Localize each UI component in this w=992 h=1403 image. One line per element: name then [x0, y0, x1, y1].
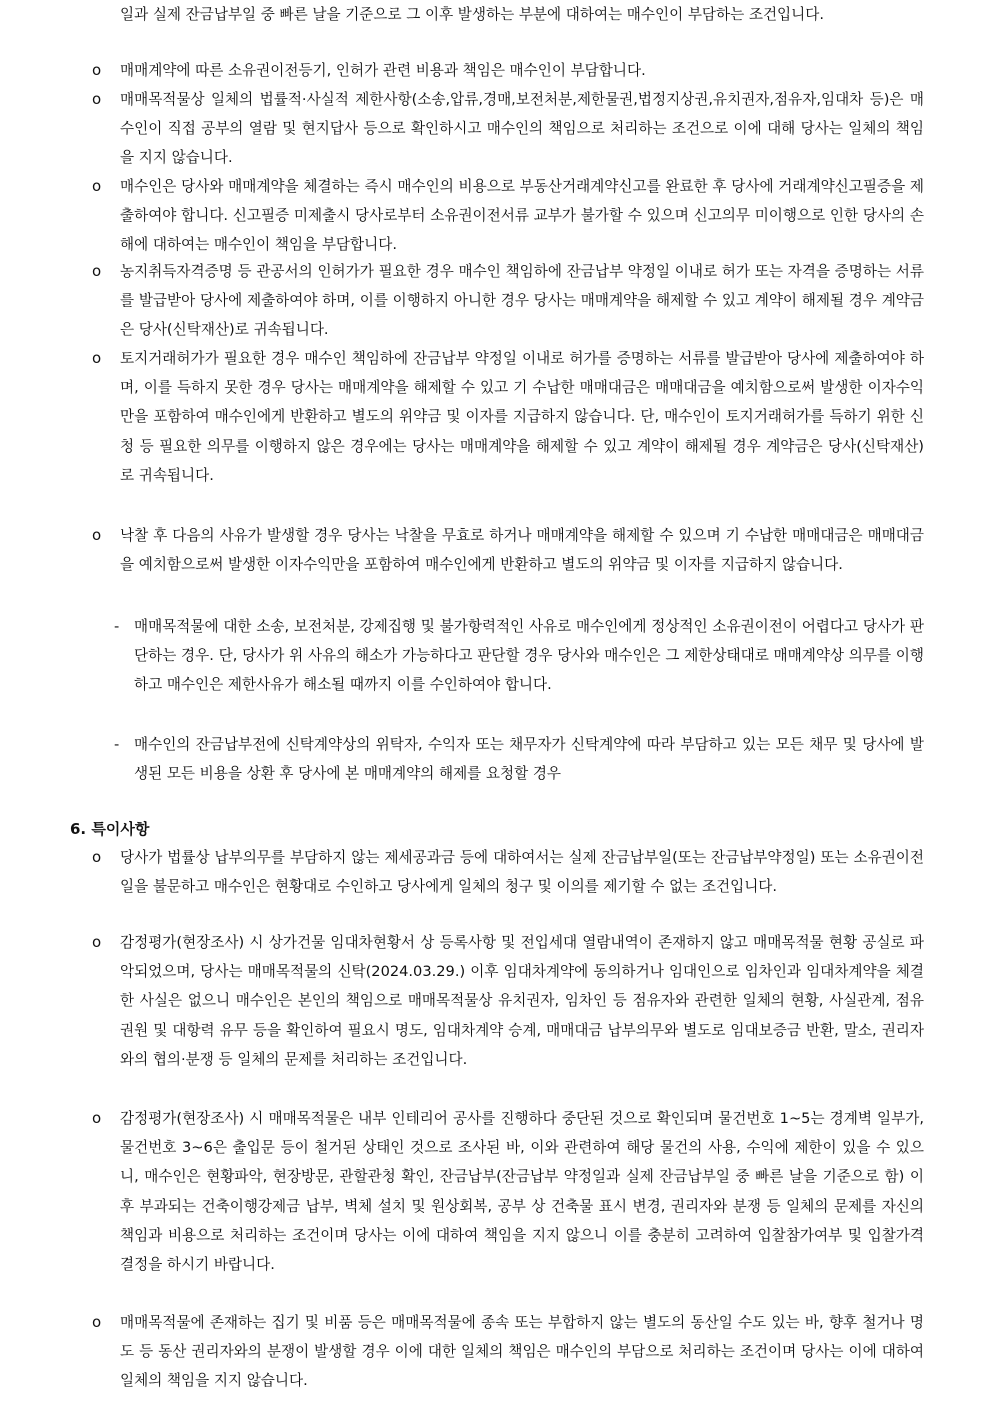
sub-list-item: - 매매목적물에 대한 소송, 보전처분, 강제집행 및 불가항력적인 사유로 매수인에게 정상적인 소유권이전이 어렵다고 당사가 판단하는 경우. 단, 당사가 위 사유의 해소가 가능하다고 판단할 경우 당사와 매수인은 그 제한상태대로 매매계약상 의무를 이행하고 매수인은 제한사유가 해소될 때까지 이를 수인하여야 합니다.: [114, 612, 924, 700]
sub-list-item: - 매수인의 잔금납부전에 신탁계약상의 위탁자, 수익자 또는 채무자가 신탁계약에 따라 부담하고 있는 모든 채무 및 당사에 발생된 모든 비용을 상환 후 당사에 본 매매계약의 해제를 요청할 경우: [114, 730, 924, 788]
bullet-icon: o: [92, 90, 102, 108]
bullet-icon: o: [92, 848, 102, 866]
bullet-icon: o: [92, 349, 102, 367]
continuation-paragraph: 일과 실제 잔금납부일 중 빠른 날을 기준으로 그 이후 발생하는 부분에 대하여는 매수인이 부담하는 조건입니다.: [120, 6, 824, 23]
bullet-icon: o: [92, 1109, 102, 1127]
bullet-icon: o: [92, 61, 102, 79]
bullet-icon: o: [92, 262, 102, 280]
list-item: o 당사가 법률상 납부의무를 부담하지 않는 제세공과금 등에 대하여서는 실제 잔금납부일(또는 잔금납부약정일) 또는 소유권이전일을 불문하고 매수인은 현황대로 수인하고 당사에게 일체의 청구 및 이의를 제기할 수 없는 조건입니다.: [92, 843, 924, 901]
list-item: o 감정평가(현장조사) 시 상가건물 임대차현황서 상 등록사항 및 전입세대 열람내역이 존재하지 않고 매매목적물 현황 공실로 파악되었으며, 당사는 매매목적물의 신탁(2024.03.29.) 이후 임대차계약에 동의하거나 임대인으로 임차인과 임대차계약을 체결한 사실은 없으니 매수인은 본인의 책임으로 매매목적물상 유치권자, 임차인 등 점유자와 관련한 일체의 현황, 사실관계, 점유 권원 및 대항력 유무 등을 확인하여 필요시 명도, 임대차계약 승계, 매매대금 납부의무와 별도로 임대보증금 반환, 말소, 권리자와의 협의·분쟁 등 일체의 문제를 처리하는 조건입니다.: [92, 928, 924, 1074]
bullet-icon: o: [92, 526, 102, 544]
bullet-icon: o: [92, 1313, 102, 1331]
bullet-icon: o: [92, 177, 102, 195]
list-item: o 토지거래허가가 필요한 경우 매수인 책임하에 잔금납부 약정일 이내로 허가를 증명하는 서류를 발급받아 당사에 제출하여야 하며, 이를 득하지 못한 경우 당사는 매매계약을 해제할 수 있고 기 수납한 매매대금은 매매대금을 예치함으로써 발생한 이자수익만을 포함하여 매수인에게 반환하고 별도의 위약금 및 이자를 지급하지 않습니다. 단, 매수인이 토지거래허가를 득하기 위한 신청 등 필요한 의무를 이행하지 않은 경우에는 당사는 매매계약을 해제할 수 있고 계약이 해제될 경우 계약금은 당사(신탁재산)로 귀속됩니다.: [92, 344, 924, 490]
list-item: o 매매계약에 따른 소유권이전등기, 인허가 관련 비용과 책임은 매수인이 부담합니다.: [92, 56, 924, 85]
list-item: o 매매목적물상 일체의 법률적·사실적 제한사항(소송,압류,경매,보전처분,제한물권,법정지상권,유치권자,점유자,임대차 등)은 매수인이 직접 공부의 열람 및 현지답사 등으로 확인하시고 매수인의 책임으로 처리하는 조건으로 이에 대해 당사는 일체의 책임을 지지 않습니다.: [92, 85, 924, 173]
dash-icon: -: [114, 618, 120, 635]
section-heading: 6. 특이사항: [70, 820, 150, 838]
list-item: o 농지취득자격증명 등 관공서의 인허가가 필요한 경우 매수인 책임하에 잔금납부 약정일 이내로 허가 또는 자격을 증명하는 서류를 발급받아 당사에 제출하여야 하며, 이를 이행하지 아니한 경우 당사는 매매계약을 해제할 수 있고 계약이 해제될 경우 계약금은 당사(신탁재산)로 귀속됩니다.: [92, 257, 924, 345]
dash-icon: -: [114, 736, 120, 753]
bullet-icon: o: [92, 933, 102, 951]
list-item: o 매매목적물에 존재하는 집기 및 비품 등은 매매목적물에 종속 또는 부합하지 않는 별도의 동산일 수도 있는 바, 향후 철거나 명도 등 동산 권리자와의 분쟁이 발생할 경우 이에 대한 일체의 책임은 매수인의 부담으로 처리하는 조건이며 당사는 이에 대하여 일체의 책임을 지지 않습니다.: [92, 1308, 924, 1396]
list-item: o 낙찰 후 다음의 사유가 발생할 경우 당사는 낙찰을 무효로 하거나 매매계약을 해제할 수 있으며 기 수납한 매매대금은 매매대금을 예치함으로써 발생한 이자수익만을 포함하여 매수인에게 반환하고 별도의 위약금 및 이자를 지급하지 않습니다.: [92, 521, 924, 579]
list-item: o 감정평가(현장조사) 시 매매목적물은 내부 인테리어 공사를 진행하다 중단된 것으로 확인되며 물건번호 1~5는 경계벽 일부가, 물건번호 3~6은 출입문 등이 철거된 상태인 것으로 조사된 바, 이와 관련하여 해당 물건의 사용, 수익에 제한이 있을 수 있으니, 매수인은 현황파악, 현장방문, 관할관청 확인, 잔금납부(잔금납부 약정일과 실제 잔금납부일 중 빠른 날을 기준으로 함) 이후 부과되는 건축이행강제금 납부, 벽체 설치 및 원상회복, 공부 상 건축물 표시 변경, 권리자와 분쟁 등 일체의 문제를 자신의 책임과 비용으로 처리하는 조건이며 당사는 이에 대하여 책임을 지지 않으니 이를 충분히 고려하여 입찰참가여부 및 입찰가격 결정을 하시기 바랍니다.: [92, 1104, 924, 1279]
list-item: o 매수인은 당사와 매매계약을 체결하는 즉시 매수인의 비용으로 부동산거래계약신고를 완료한 후 당사에 거래계약신고필증을 제출하여야 합니다. 신고필증 미제출시 당사로부터 소유권이전서류 교부가 불가할 수 있으며 신고의무 미이행으로 인한 당사의 손해에 대하여는 매수인이 책임을 부담합니다.: [92, 172, 924, 260]
